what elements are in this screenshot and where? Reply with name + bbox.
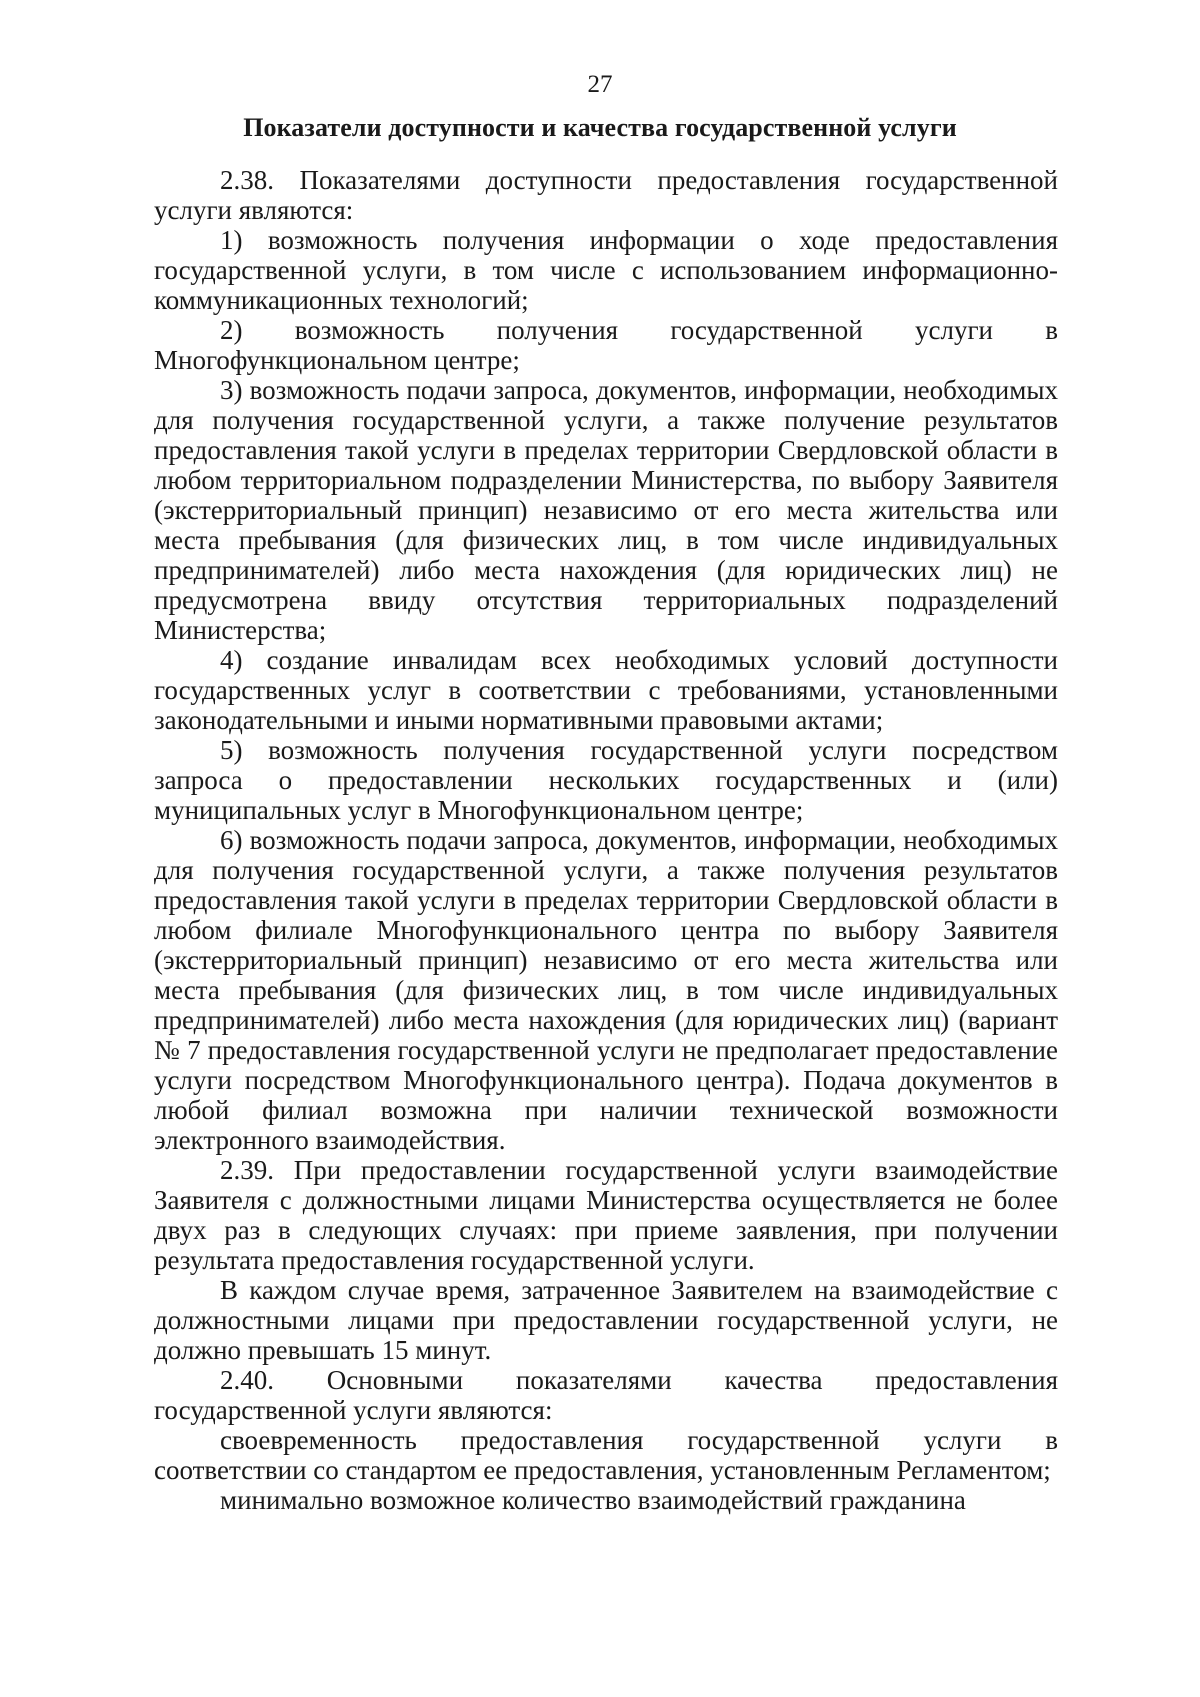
paragraph-time-limit: В каждом случае время, затраченное Заявителем на взаимодействие с должностными лицами при предоставлении государственной услуги, не должно превышать 15 минут. — [154, 1275, 1058, 1365]
list-item-3: 3) возможность подачи запроса, документов, информации, необходимых для получения государственной услуги, а также получение результатов предоставления такой услуги в пределах территории Свердловской области в любом территориальном подразделении Министерства, по выбору Заявителя (экстерриториальный принцип) независимо от его места жительства или места пребывания (для физических лиц, в том числе индивидуальных предпринимателей) либо места нахождения (для юридических лиц) не предусмотрена ввиду отсутствия территориальных подразделений Министерства; — [154, 375, 1058, 645]
quality-indicator-interactions: минимально возможное количество взаимодействий гражданина — [220, 1485, 966, 1515]
list-item-4: 4) создание инвалидам всех необходимых условий доступности государственных услуг в соответствии с требованиями, установленными законодательными и иными нормативными правовыми актами; — [154, 645, 1058, 735]
document-body — [154, 165, 1058, 1515]
page-number: 27 — [587, 71, 613, 98]
list-item-5: 5) возможность получения государственной услуги посредством запроса о предоставлении нескольких государственных и (или) муниципальных услуг в Многофункциональном центре; — [154, 735, 1058, 825]
list-item-2: 2) возможность получения государственной услуги в Многофункциональном центре; — [154, 315, 1058, 375]
list-item-6: 6) возможность подачи запроса, документов, информации, необходимых для получения государственной услуги, а также получения результатов предоставления такой услуги в пределах территории Свердловской области в любом филиале Многофункционального центра по выбору Заявителя (экстерриториальный принцип) независимо от его места жительства или места пребывания (для физических лиц, в том числе индивидуальных предпринимателей) либо места нахождения (для юридических лиц) (вариант № 7 предоставления государственной услуги не предполагает предоставление услуги посредством Многофункционального центра). Подача документов в любой филиал возможна при наличии технической возможности электронного взаимодействия. — [154, 825, 1058, 1155]
paragraph-2-40: 2.40. Основными показателями качества предоставления государственной услуги являются: — [154, 1365, 1058, 1425]
section-heading: Показатели доступности и качества государственной услуги — [243, 113, 957, 142]
paragraph-2-39: 2.39. При предоставлении государственной услуги взаимодействие Заявителя с должностными лицами Министерства осуществляется не более двух раз в следующих случаях: при приеме заявления, при получении результата предоставления государственной услуги. — [154, 1155, 1058, 1275]
list-item-1: 1) возможность получения информации о ходе предоставления государственной услуги, в том числе с использованием информационно-коммуникационных технологий; — [154, 225, 1058, 315]
quality-indicator-timeliness: своевременность предоставления государственной услуги в соответствии со стандартом ее предоставления, установленным Регламентом; — [154, 1425, 1058, 1485]
paragraph-2-38: 2.38. Показателями доступности предоставления государственной услуги являются: — [154, 165, 1058, 225]
